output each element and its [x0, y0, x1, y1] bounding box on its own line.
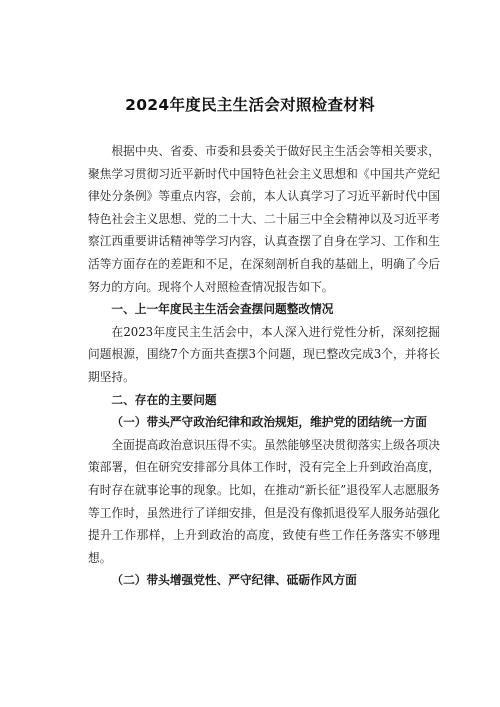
section-1-paragraph: 在2023年度民主生活会中，本人深入进行党性分析，深刻挖掘问题根源，围绕7个方面共查摆3个问题，现已整改完成3个，并将长期坚持。 [88, 324, 440, 384]
subsection-heading-1: （一）带头严守政治纪律和政治规矩，维护党的团结统一方面 [111, 415, 427, 430]
section-heading-2: 二、存在的主要问题 [111, 392, 217, 407]
intro-paragraph: 根据中央、省委、市委和县委关于做好民主生活会等相关要求，聚焦学习贯彻习近平新时代中国特色社会主义思想和《中国共产党纪律处分条例》等重点内容，会前，本人认真学习了习近平新时代中国特色社会主义思想、党的二十大、二十届三中全会精神以及习近平考察江西重要讲话精神等学习内容，认真查摆了自身在学习、工作和生活等方面存在的差距和不足，在深刻剖析自我的基础上，明确了今后努力的方向。现将个人对照检查情况报告如下。 [88, 144, 440, 294]
section-heading-1: 一、上一年度民主生活会查摆问题整改情况 [111, 302, 334, 317]
subsection-heading-2: （二）带头增强党性、严守纪律、砥砺作风方面 [111, 573, 357, 588]
document-body [88, 140, 440, 592]
subsection-1-paragraph: 全面提高政治意识压得不实。虽然能够坚决贯彻落实上级各项决策部署，但在研究安排部分具体工作时，没有完全上升到政治高度，有时存在就事论事的现象。比如，在推动“新长征”退役军人志愿服务等工作时，虽然进行了详细安排，但是没有像抓退役军人服务站强化提升工作那样，上升到政治的高度，致使有些工作任务落实不够理想。 [88, 437, 440, 565]
document-title: 2024年度民主生活会对照检查材料 [125, 96, 375, 114]
